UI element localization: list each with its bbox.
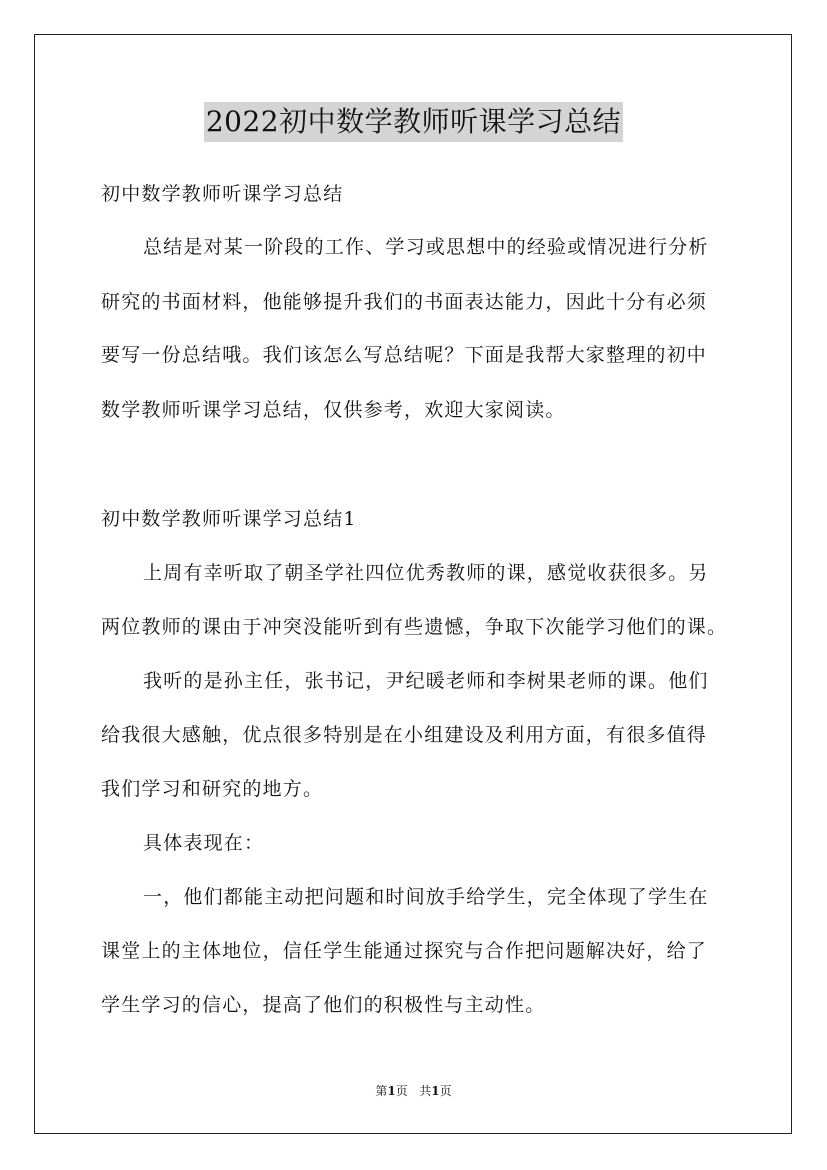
body-line: 我们学习和研究的地方。 [101,778,324,800]
body-line: 课堂上的主体地位，信任学生能通过探究与合作把问题解决好，给了 [101,940,708,962]
body-line: 我听的是孙主任，张书记，尹纪暖老师和李树果老师的课。他们 [143,670,709,692]
page-number: 1 [387,1084,396,1098]
body-line: 要写一份总结哦。我们该怎么写总结呢？下面是我帮大家整理的初中 [101,344,708,366]
total-suffix: 页 [439,1084,452,1098]
page-prefix: 第 [375,1084,388,1098]
document-title: 2022初中数学教师听课学习总结 [204,102,623,142]
body-line: 上周有幸听取了朝圣学社四位优秀教师的课，感觉收获很多。另 [143,562,709,584]
body-line: 给我很大感触，优点很多特别是在小组建设及利用方面，有很多值得 [101,724,708,746]
total-prefix: 共 [419,1084,432,1098]
total-number: 1 [431,1084,440,1098]
body-line: 具体表现在： [143,832,265,854]
body-line: 数学教师听课学习总结，仅供参考，欢迎大家阅读。 [101,399,566,421]
page-suffix: 页 [395,1084,408,1098]
body-line: 学生学习的信心，提高了他们的积极性与主动性。 [101,994,546,1016]
subtitle-line: 初中数学教师听课学习总结 [101,183,344,205]
section-heading: 初中数学教师听课学习总结1 [101,508,357,530]
body-line: 两位教师的课由于冲突没能听到有些遗憾，争取下次能学习他们的课。 [101,616,728,638]
title-container [0,102,827,142]
body-line: 总结是对某一阶段的工作、学习或思想中的经验或情况进行分析 [143,236,709,258]
body-line: 研究的书面材料，他能够提升我们的书面表达能力，因此十分有必须 [101,291,708,313]
page-footer [0,1082,827,1100]
body-line: 一，他们都能主动把问题和时间放手给学生，完全体现了学生在 [143,886,709,908]
